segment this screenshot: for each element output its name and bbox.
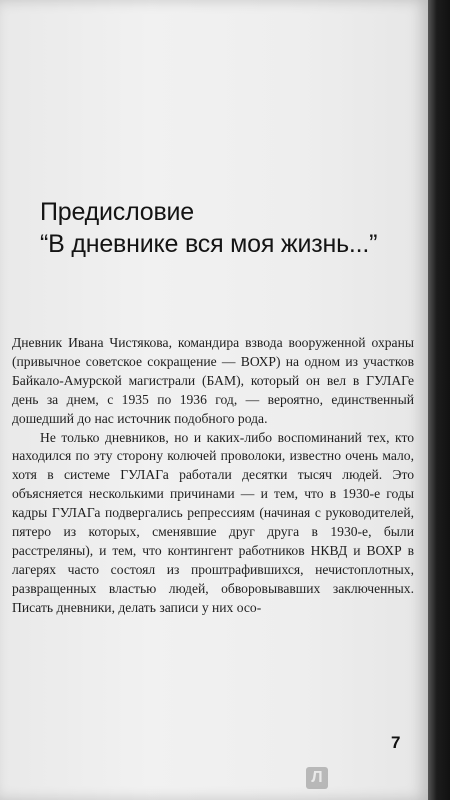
chapter-heading: [40, 196, 420, 260]
watermark-logo-icon: Л: [306, 767, 328, 789]
page-number: 7: [391, 733, 401, 752]
paragraph-1: Дневник Ивана Чистякова, командира взвода вооруженной охраны (привычное советское сокращение — ВОХР) на одном из участков Байкало-Амурской магистрали (БАМ), который он вел в ГУЛАГе день за днем, с 1935 по 1936 год, — вероятно, единственный дошедший до нас источник подобного рода.: [12, 335, 414, 426]
paragraph-2: Не только дневников, но и каких-либо воспоминаний тех, кто находился по этy сторону колючей проволоки, известно очень мало, хотя в системе ГУЛАГа работали десятки тысяч людей. Это объясняется несколькими причинами — и тем, что в 1930-е годы кадры ГУЛАГа подвергались репрессиям (начиная с руководителей, пятеро из которых, сменявшие друг друга в 1930-е, были расстреляны), и тем, что контингент работников НКВД и ВОХР в лагерях часто состоял из проштрафившихся, нечистоплотных, развращенных властью людей, обворовывавших заключенных. Писать дневники, делать записи у них осо-: [12, 429, 414, 615]
heading-line-1: Предисловие: [40, 198, 195, 226]
heading-line-2: “В дневнике вся моя жизнь...”: [40, 230, 378, 258]
page-edge-shadow: [428, 0, 450, 800]
body-text: [12, 334, 414, 618]
